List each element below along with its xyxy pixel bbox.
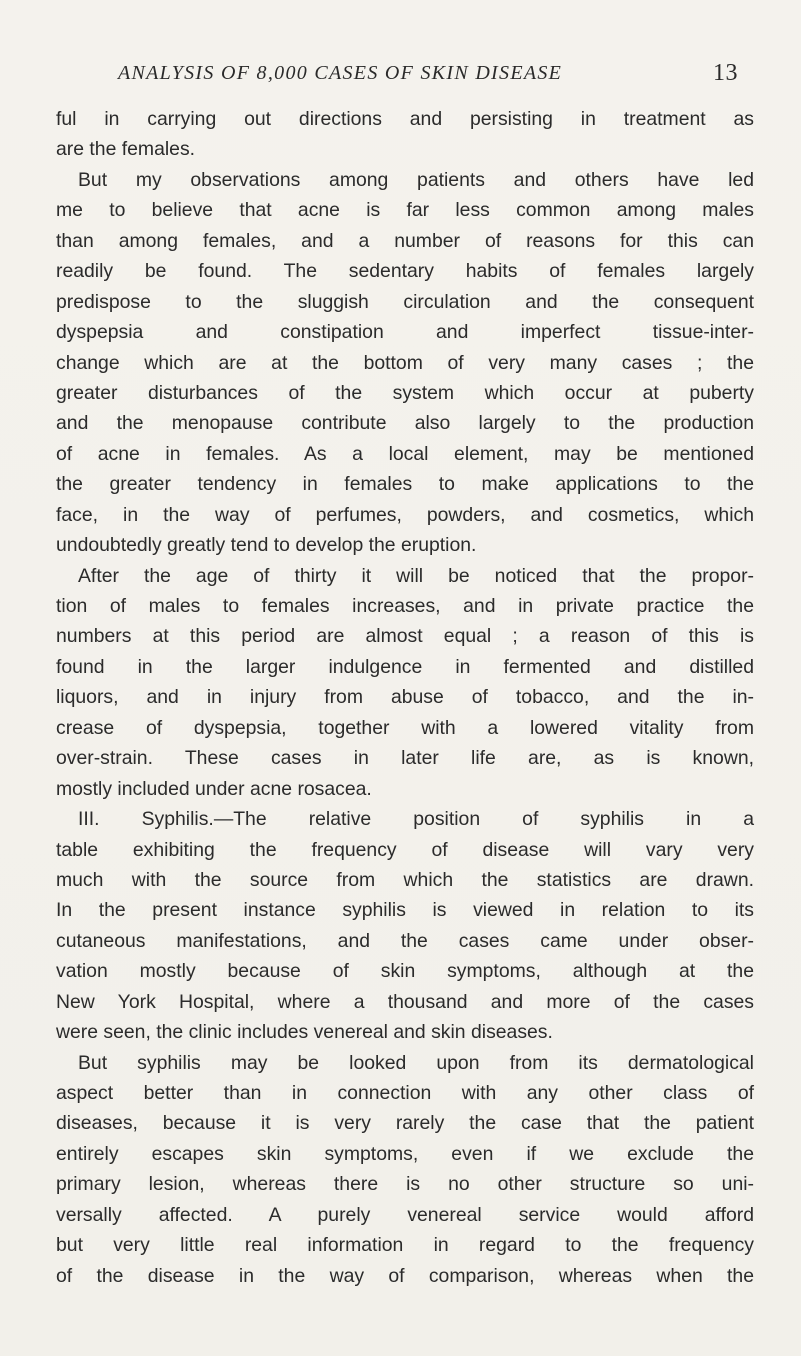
text-line: After the age of thirty it will be noticed that the propor-: [78, 564, 754, 587]
text-line: much with the source from which the statistics are drawn.: [56, 868, 754, 891]
text-line: crease of dyspepsia, together with a lowered vitality from: [56, 716, 754, 739]
text-line: numbers at this period are almost equal ; a reason of this is: [56, 625, 754, 648]
text-line: of the disease in the way of comparison, whereas when the: [56, 1264, 754, 1287]
text-line: of acne in females. As a local element, may be mentioned: [56, 442, 754, 465]
text-line: but very little real information in regard to the frequency: [56, 1234, 754, 1257]
text-line: ful in carrying out directions and persisting in treatment as: [56, 108, 754, 130]
page-number: 13: [713, 60, 738, 86]
text-line: predispose to the sluggish circulation and the consequent: [56, 290, 754, 313]
text-line: me to believe that acne is far less common among males: [56, 199, 754, 222]
text-line: over-strain. These cases in later life are, as is known,: [56, 747, 754, 770]
text-line: vation mostly because of skin symptoms, although at the: [56, 960, 754, 983]
text-line: New York Hospital, where a thousand and more of the cases: [56, 990, 754, 1013]
text-line: In the present instance syphilis is viewed in relation to its: [56, 899, 754, 922]
text-line: face, in the way of perfumes, powders, and cosmetics, which: [56, 503, 754, 526]
text-line: But my observations among patients and others have led: [78, 168, 754, 191]
text-line: than among females, and a number of reasons for this can: [56, 229, 754, 252]
text-line: are the females.: [56, 138, 196, 161]
text-line: found in the larger indulgence in fermented and distilled: [56, 655, 754, 678]
text-line: primary lesion, whereas there is no other structure so uni-: [56, 1173, 754, 1196]
text-line: liquors, and in injury from abuse of tobacco, and the in-: [56, 686, 754, 709]
text-line: greater disturbances of the system which occur at puberty: [56, 381, 754, 404]
text-line: diseases, because it is very rarely the case that the patient: [56, 1112, 754, 1135]
running-head: [118, 62, 738, 96]
body-text: [56, 104, 754, 1291]
text-line: dyspepsia and constipation and imperfect tissue-inter-: [56, 321, 754, 344]
text-line: readily be found. The sedentary habits of females largely: [56, 260, 754, 283]
text-line: aspect better than in connection with any other class of: [56, 1082, 754, 1104]
text-line: mostly included under acne rosacea.: [56, 777, 372, 800]
text-line: undoubtedly greatly tend to develop the eruption.: [56, 534, 477, 557]
text-line: were seen, the clinic includes venereal and skin diseases.: [56, 1021, 553, 1044]
text-line: the greater tendency in females to make applications to the: [56, 473, 754, 496]
text-line: III. Syphilis.—The relative position of syphilis in a: [78, 808, 754, 831]
text-line: and the menopause contribute also largely to the production: [56, 412, 754, 435]
text-line: But syphilis may be looked upon from its dermatological: [78, 1051, 754, 1074]
text-line: tion of males to females increases, and in private practice the: [56, 595, 754, 617]
running-title: ANALYSIS OF 8,000 CASES OF SKIN DISEASE: [118, 62, 563, 84]
text-line: cutaneous manifestations, and the cases came under obser-: [56, 929, 754, 952]
text-line: table exhibiting the frequency of disease will vary very: [56, 838, 754, 861]
text-line: entirely escapes skin symptoms, even if we exclude the: [56, 1142, 754, 1165]
text-line: versally affected. A purely venereal service would afford: [56, 1203, 754, 1226]
text-line: change which are at the bottom of very many cases ; the: [56, 351, 754, 374]
